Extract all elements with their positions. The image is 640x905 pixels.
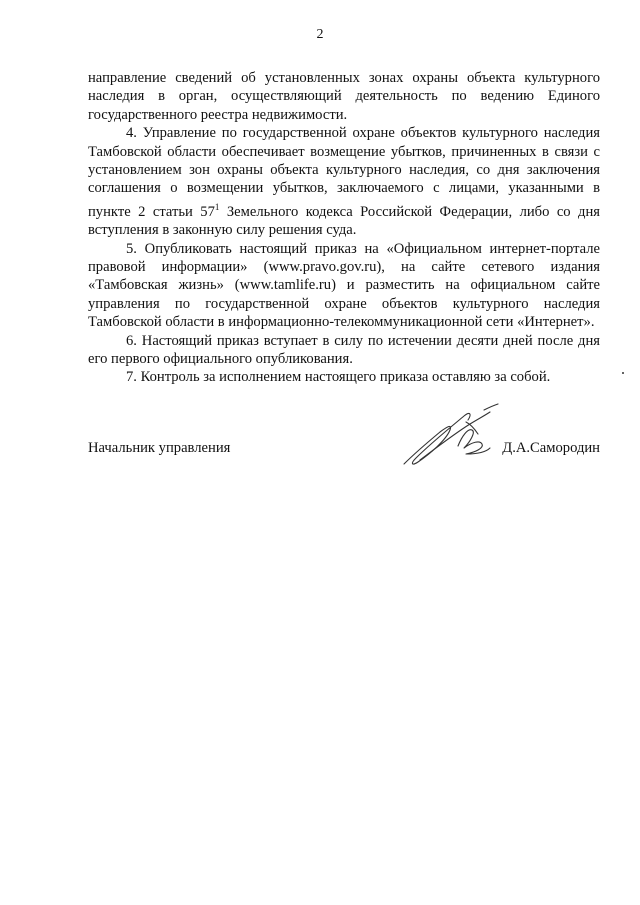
paragraph-4-text: 4. Управление по государственной охране объектов культурного наследия Тамбовской области обеспечивает возмещение убытков, причиненных в связи с установлением зон охраны объекта культурного наследия, со дня заключения соглашения о возмещении убытков, заключаемого с лицами, указанными в пункте 2 статьи 57: [88, 125, 600, 220]
paragraph-6: 6. Настоящий приказ вступает в силу по истечении десяти дней после дня его первого официального опубликования.: [88, 332, 600, 367]
handwritten-signature: [400, 402, 505, 472]
signature-block: [88, 430, 600, 480]
page-number: 2: [316, 27, 324, 42]
paragraph-continuation: направление сведений об установленных зонах охраны объекта культурного наследия в орган, осуществляющий деятельность по ведению Единого государственного реестра недвижимости.: [88, 70, 600, 123]
signer-name: Д.А.Самородин: [502, 440, 600, 456]
signer-position: Начальник управления: [88, 440, 231, 456]
scan-speck: [622, 372, 624, 374]
paragraph-5: 5. Опубликовать настоящий приказ на «Официальном интернет-портале правовой информации» (www.pravo.gov.ru), на сайте сетевого издания «Тамбовская жизнь» (www.tamlife.ru) и разместить на официальном сайте управления по государственной охране объектов культурного наследия Тамбовской области в информационно-телекоммуникационной сети «Интернет».: [88, 240, 600, 331]
paragraph-4: [88, 124, 600, 239]
article-superscript: 1: [214, 201, 220, 212]
document-body: [88, 69, 600, 387]
paragraph-7: 7. Контроль за исполнением настоящего приказа оставляю за собой.: [126, 369, 551, 386]
paragraph-4-tail: Земельного кодекса Российской Федерации, либо со дня вступления в законную силу решения суда.: [88, 203, 600, 239]
